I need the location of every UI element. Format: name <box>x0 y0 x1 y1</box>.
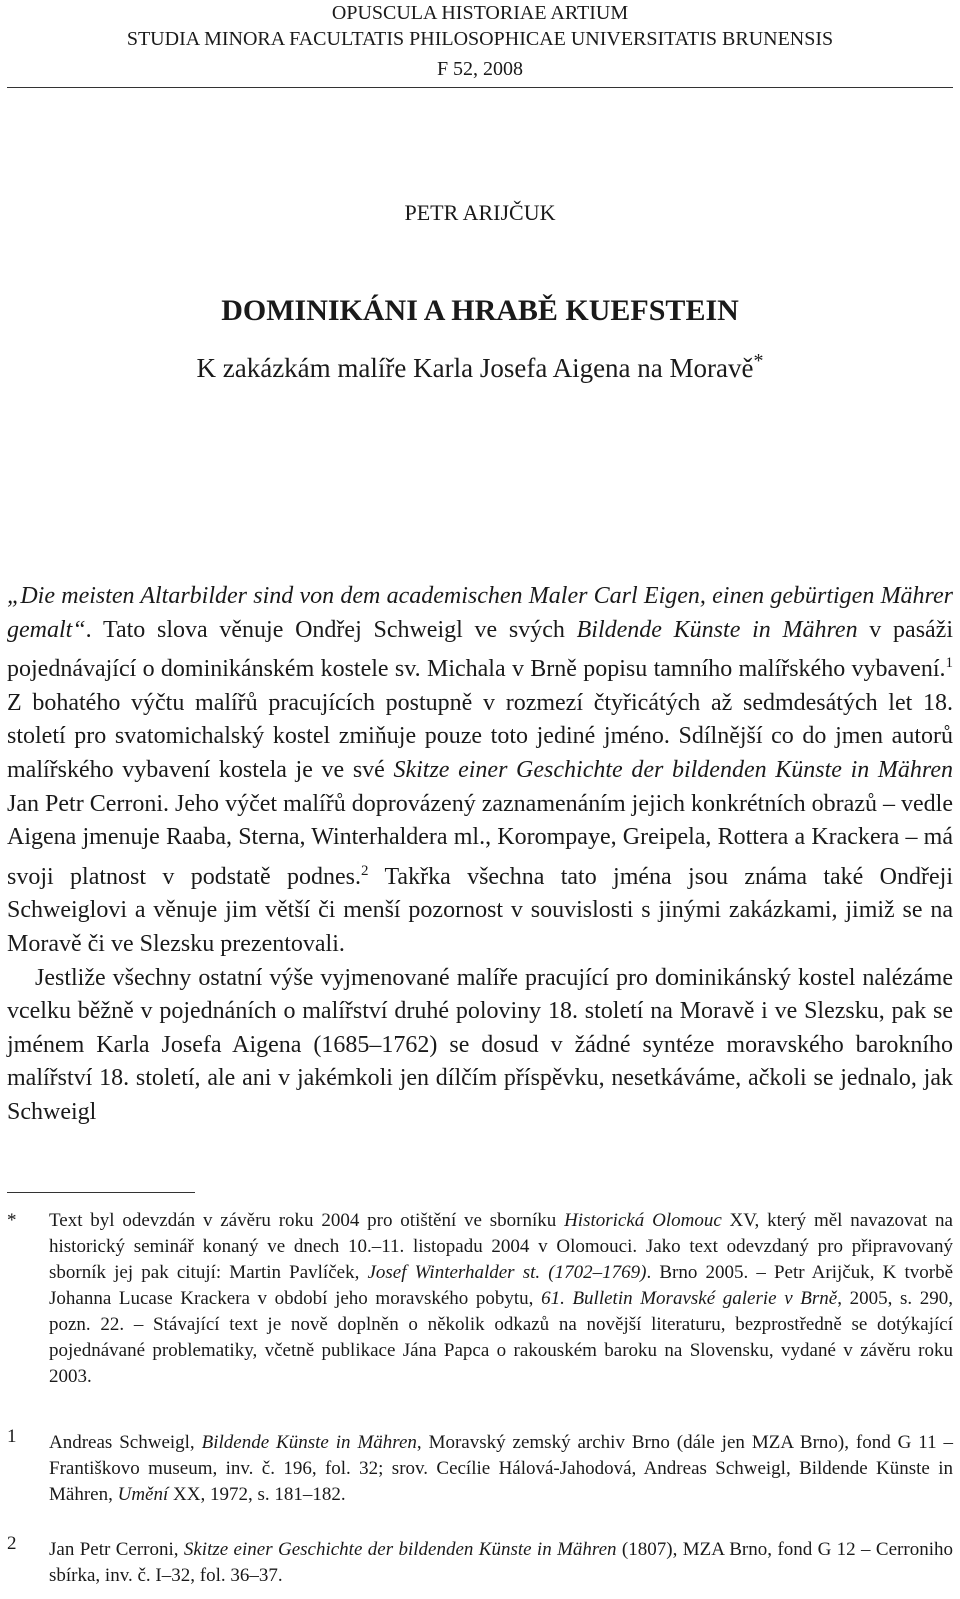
series-subtitle: STUDIA MINORA FACULTATIS PHILOSOPHICAE UNIVERSITATIS BRUNENSIS <box>126 28 834 50</box>
subtitle-footnote-mark: * <box>753 350 764 372</box>
opening-quote: „Die meisten Altarbilder sind von dem academischen Maler Carl Eigen, einen gebürtigen Mährer gemalt“ <box>7 583 953 643</box>
fn-star-i3: 61. Bulletin Moravské galerie v Brně <box>541 1288 838 1309</box>
series-title: OPUSCULA HISTORIAE ARTIUM <box>331 2 629 24</box>
footnote-star-mark: * <box>7 1210 17 1231</box>
fn1-i1: Bildende Künste in Mähren <box>201 1432 417 1453</box>
fn1-c: XX, 1972, s. 181–182. <box>168 1484 346 1505</box>
work-title: Bildende Künste in Mähren <box>576 616 858 643</box>
footnote-1 <box>7 1426 953 1508</box>
volume-info: F 52, 2008 <box>436 58 524 80</box>
article-author: PETR ARIJČUK <box>404 200 556 225</box>
footnote-ref-2[interactable]: 2 <box>361 862 369 879</box>
footnote-star <box>7 1208 953 1390</box>
footnote-star-text <box>49 1208 953 1390</box>
fn2-b: (1807), MZA Brno, fond G 12 – Cerroniho sbírka, inv. č. I–32, fol. 36–37. <box>49 1539 953 1586</box>
fn1-a: Andreas Schweigl, <box>49 1432 202 1453</box>
footnote-rule <box>7 1192 195 1193</box>
fn-star-i2: Josef Winterhalder st. (1702–1769) <box>367 1262 647 1283</box>
footnote-1-mark: 1 <box>7 1426 17 1447</box>
p1-text-c: Z bohatého výčtu malířů pracujících postupně v rozmezí čtyřicátých až sedmdesátých let 18. století pro svatomichalský kostel zmiňuje pouze toto jediné jméno. Sdílnější co do jmen autorů malířského vybavení kostela je ve své <box>7 689 953 783</box>
fn-star-b: XV, který měl navazovat na historický seminář konaný ve dnech 10.–11. listopadu 2004 v Olomouci. Jako text odevzdaný pro připravovaný sborník jej pak citují: Martin Pavlíček, <box>49 1210 953 1283</box>
fn-star-i1: Historická Olomouc <box>564 1210 722 1231</box>
fn1-i2: Umění <box>117 1484 169 1505</box>
fn-star-a: Text byl odevzdán v závěru roku 2004 pro otištění ve sborníku <box>49 1210 565 1231</box>
p1-text-e: Takřka všechna tato jména jsou známa také Ondřeji Schweiglovi a věnuje jim větší či menší pozornost v souvislosti s jinými zakázkami, jimiž se na Moravě či ve Slezsku prezentovali. <box>7 863 953 957</box>
footnote-2 <box>7 1533 953 1589</box>
fn2-i1: Skitze einer Geschichte der bildenden Künste in Mähren <box>183 1539 617 1560</box>
subtitle-text: K zakázkám malíře Karla Josefa Aigena na Moravě <box>196 353 754 383</box>
body-text <box>7 580 953 1130</box>
paragraph-2: Jestliže všechny ostatní výše vyjmenované malíře pracující pro dominikánský kostel nalézáme vcelku běžně v pojednáních o malířství druhé poloviny 18. století na Moravě i ve Slezsku, pak se jménem Karla Josefa Aigena (1685–1762) se dosud v žádné syntéze moravského barokního malířství 18. století, ale ani v jakémkoli jen dílčím příspěvku, nesetkáváme, ačkoli se jednalo, jak Schweigl <box>7 964 953 1125</box>
fn-star-c: . Brno 2005. – Petr Arijčuk, K tvorbě Johanna Lucase Krackera v období jeho moravského pobytu, <box>49 1262 954 1309</box>
fn1-b: , Moravský zemský archiv Brno (dále jen MZA Brno), fond G 11 – Františkovo museum, inv. č. 196, fol. 32; srov. Cecílie Hálová-Jahodová, Andreas Schweigl, Bildende Künste in Mähren, <box>49 1432 953 1505</box>
p1-text-b: v pasáži pojednávající o dominikánském kostele sv. Michala v Brně popisu tamního malířského vybavení. <box>7 616 954 683</box>
footnote-1-text <box>49 1430 953 1508</box>
article-title: DOMINIKÁNI A HRABĚ KUEFSTEIN <box>221 294 739 327</box>
footnote-2-mark: 2 <box>7 1533 17 1554</box>
p1-text-d: Jan Petr Cerroni. Jeho výčet malířů doprovázený zaznamenáním jejich konkrétních obrazů – vedle Aigena jmenuje Raaba, Sterna, Winterhaldera ml., Korompaye, Greipela, Rottera a Krackera – má svoji platnost v podstatě podnes. <box>7 790 953 890</box>
fn2-a: Jan Petr Cerroni, <box>49 1539 184 1560</box>
fn-star-d: , 2005, s. 290, pozn. 22. – Stávající text je nově doplněn o několik odkazů na novější literaturu, bezprostředně se dotýkající pojednávané problematiky, včetně publikace Jána Papca o rakouském baroku na Slovensku, vydané v závěru roku 2003. <box>49 1288 953 1387</box>
work-title-2: Skitze einer Geschichte der bildenden Künste in Mähren <box>393 756 953 783</box>
footnote-ref-1[interactable]: 1 <box>945 655 953 672</box>
paragraph-1 <box>7 580 953 962</box>
footnote-2-text <box>49 1537 953 1589</box>
p1-text-a: . Tato slova věnuje Ondřej Schweigl ve svých <box>85 616 577 643</box>
article-subtitle <box>0 350 960 384</box>
header-rule <box>7 87 953 88</box>
